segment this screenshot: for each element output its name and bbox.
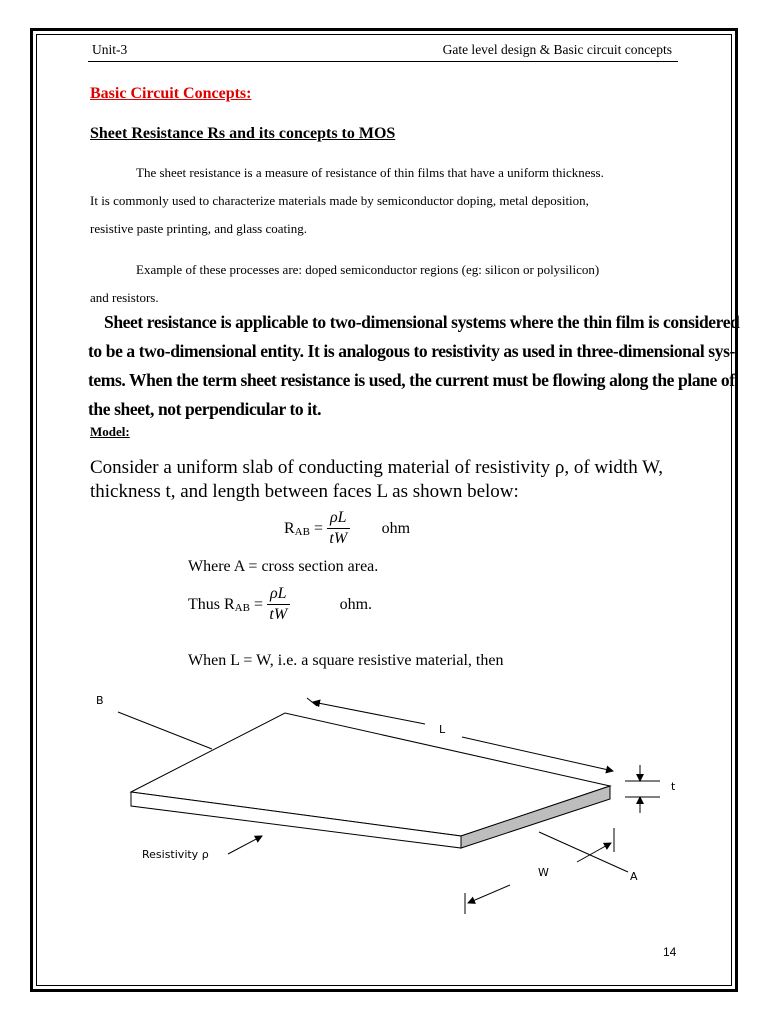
section-title: Basic Circuit Concepts: <box>90 85 252 102</box>
formula-2-lhs-sub: AB <box>234 601 250 614</box>
figure-label-t: t <box>671 780 676 793</box>
header-title: Gate level design & Basic circuit concepts <box>442 42 672 57</box>
model-label: Model: <box>90 424 130 439</box>
paragraph-1-line-3: resistive paste printing, and glass coating. <box>90 221 307 236</box>
leader-resistivity <box>228 836 262 854</box>
formula-2-numerator: ρL <box>267 584 290 605</box>
formula-2-denominator: tW <box>269 606 288 623</box>
leader-a <box>539 832 628 872</box>
formula-1-unit: ohm <box>381 519 411 537</box>
figure-label-a: A <box>630 870 638 883</box>
where-text: Where A = cross section area. <box>188 558 379 575</box>
paragraph-2-line-1: Example of these processes are: doped semiconductor regions (eg: silicon or polysilicon) <box>136 262 600 277</box>
excerpt-line-1: Sheet resistance is applicable to two-dimensional systems where the thin film is considered <box>104 312 740 332</box>
header-unit: Unit-3 <box>92 42 128 57</box>
formula-1-denominator: tW <box>329 530 348 547</box>
formula-1-lhs-sub: AB <box>294 525 310 538</box>
figure-label-resistivity: Resistivity ρ <box>142 848 209 861</box>
square-text: When L = W, i.e. a square resistive material, then <box>188 652 504 669</box>
arrow-l-left <box>313 702 425 724</box>
formula-1-equals: = <box>313 519 323 537</box>
excerpt-line-2: to be a two-dimensional entity. It is analogous to resistivity as used in three-dimensional sys- <box>88 341 735 361</box>
formula-2-unit: ohm. <box>339 595 373 613</box>
figure-label-l: L <box>439 723 446 736</box>
page-number: 14 <box>663 945 677 959</box>
formula-1-numerator: ρL <box>327 508 350 529</box>
excerpt-line-3: tems. When the term sheet resistance is used, the current must be flowing along the plane of <box>88 370 735 390</box>
arrow-w-right <box>577 843 611 862</box>
arrow-w-left <box>468 885 510 903</box>
paragraph-1-line-2: It is commonly used to characterize materials made by semiconductor doping, metal deposition, <box>90 193 589 208</box>
figure-label-b: B <box>96 694 104 707</box>
paragraph-2-line-2: and resistors. <box>90 290 159 305</box>
subsection-title: Sheet Resistance Rs and its concepts to MOS <box>90 125 396 142</box>
figure-label-w: W <box>538 866 549 879</box>
formula-1-lhs: R <box>284 519 295 537</box>
formula-2-equals: = <box>253 595 263 613</box>
model-text-line-1: Consider a uniform slab of conducting material of resistivity ρ, of width W, <box>90 457 664 478</box>
paragraph-1-line-1: The sheet resistance is a measure of resistance of thin films that have a uniform thickness. <box>136 165 604 180</box>
model-text-line-2: thickness t, and length between faces L as shown below: <box>90 481 519 502</box>
excerpt-line-4: the sheet, not perpendicular to it. <box>88 399 322 419</box>
leader-b <box>118 712 212 749</box>
formula-2-prefix: Thus R <box>188 595 235 613</box>
